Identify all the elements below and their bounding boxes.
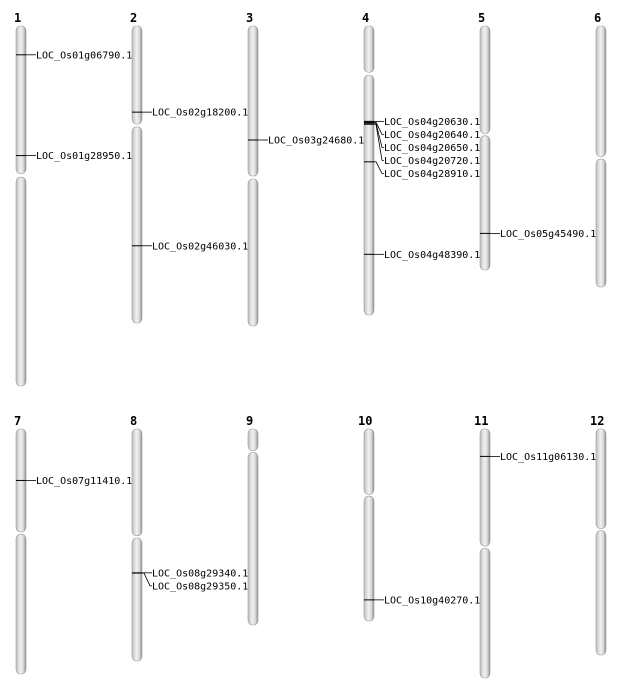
chromosome-1	[14, 11, 132, 386]
chromosome-arm	[248, 453, 258, 625]
gene-label: LOC_Os05g45490.1	[500, 228, 597, 240]
chromosome-arm	[364, 429, 374, 494]
chromosome-number: 12	[590, 414, 605, 428]
chromosome-number: 4	[362, 11, 370, 25]
chromosome-6	[594, 11, 606, 287]
chromosome-arm	[16, 534, 26, 674]
gene-label: LOC_Os02g46030.1	[152, 241, 249, 253]
gene-leader	[374, 124, 384, 160]
gene-leader	[374, 162, 384, 174]
chromosome-arm	[132, 26, 142, 124]
chromosome-11	[474, 414, 596, 678]
chromosome-arm	[16, 177, 26, 386]
gene-label: LOC_Os04g20720.1	[384, 155, 481, 167]
chromosome-arm	[480, 136, 490, 270]
chromosome-arm	[596, 26, 606, 157]
gene-label: LOC_Os11g06130.1	[500, 451, 597, 463]
gene-label: LOC_Os04g20640.1	[384, 129, 481, 141]
chromosome-arm	[596, 429, 606, 528]
chromosome-5	[478, 11, 596, 270]
chromosome-arm	[132, 127, 142, 323]
chromosome-number: 9	[246, 414, 254, 428]
gene-label: LOC_Os01g28950.1	[36, 151, 133, 163]
chromosome-number: 1	[14, 11, 22, 25]
gene-label: LOC_Os04g48390.1	[384, 249, 481, 261]
gene-label: LOC_Os10g40270.1	[384, 595, 481, 607]
gene-leader	[142, 573, 152, 586]
chromosome-number: 6	[594, 11, 602, 25]
chromosome-12	[590, 414, 606, 655]
chromosome-number: 10	[358, 414, 373, 428]
chromosome-arm	[364, 75, 374, 315]
chromosome-arm	[364, 26, 374, 72]
chromosome-arm	[248, 429, 258, 451]
chromosome-arm	[480, 549, 490, 678]
chromosome-arm	[248, 26, 258, 176]
chromosome-7	[14, 414, 132, 674]
chromosome-9	[246, 414, 258, 625]
gene-label: LOC_Os07g11410.1	[36, 475, 133, 487]
chromosome-8	[130, 414, 248, 661]
chromosome-arm	[248, 179, 258, 326]
chromosome-2	[130, 11, 248, 323]
chromosome-arm	[132, 429, 142, 536]
chromosome-arm	[596, 531, 606, 655]
chromosome-3	[246, 11, 364, 326]
chromosome-number: 2	[130, 11, 138, 25]
chromosome-number: 11	[474, 414, 489, 428]
chromosome-number: 5	[478, 11, 486, 25]
chromosome-10	[358, 414, 480, 621]
gene-label: LOC_Os02g18200.1	[152, 107, 249, 119]
gene-label: LOC_Os04g20650.1	[384, 142, 481, 154]
gene-label: LOC_Os08g29340.1	[152, 568, 249, 580]
chromosome-arm	[132, 538, 142, 661]
gene-label: LOC_Os01g06790.1	[36, 50, 133, 62]
chromosome-arm	[16, 26, 26, 174]
chromosome-4	[362, 11, 480, 315]
gene-label: LOC_Os08g29350.1	[152, 581, 249, 593]
chromosome-number: 3	[246, 11, 254, 25]
chromosome-arm	[480, 429, 490, 546]
gene-label: LOC_Os04g20630.1	[384, 116, 481, 128]
gene-label: LOC_Os03g24680.1	[268, 135, 365, 147]
chromosome-number: 7	[14, 414, 22, 428]
chromosome-arm	[596, 159, 606, 287]
gene-label: LOC_Os04g28910.1	[384, 168, 481, 180]
chromosome-number: 8	[130, 414, 138, 428]
chromosome-arm	[364, 496, 374, 621]
chromosome-arm	[480, 26, 490, 133]
